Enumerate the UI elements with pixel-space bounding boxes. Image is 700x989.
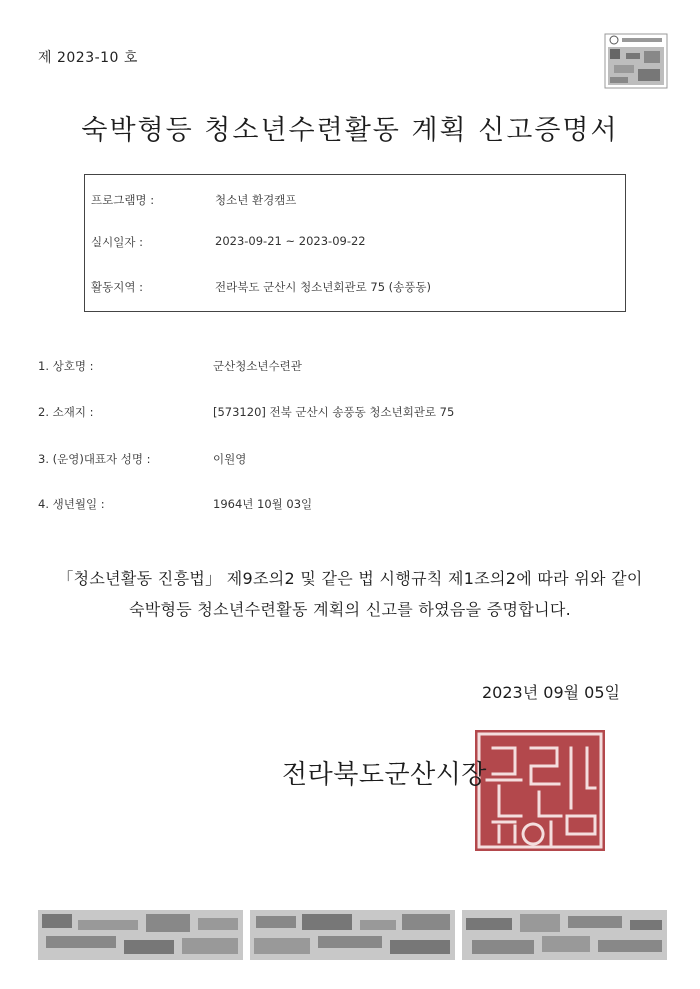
- official-seal: [475, 730, 605, 851]
- issuer-name: 전라북도군산시장: [282, 760, 487, 790]
- program-info-box: [84, 174, 626, 312]
- security-barcode-icon: [604, 33, 668, 89]
- program-name-value: 청소년 환경캠프: [215, 193, 297, 207]
- business-name-label: 1. 상호명 :: [38, 359, 94, 373]
- activity-area-label: 활동지역 :: [91, 280, 143, 294]
- representative-label: 3. (운영)대표자 성명 :: [38, 452, 151, 466]
- program-name-label: 프로그램명 :: [91, 193, 155, 207]
- birthdate-value: 1964년 10월 03일: [213, 497, 313, 511]
- security-barcode-icon: [38, 910, 243, 960]
- birthdate-label: 4. 생년월일 :: [38, 497, 105, 511]
- location-label: 2. 소재지 :: [38, 405, 94, 419]
- seal-glyph-icon: [475, 730, 605, 851]
- activity-area-value: 전라북도 군산시 청소년회관로 75 (송풍동): [215, 280, 431, 294]
- page-title: 숙박형등 청소년수련활동 계획 신고증명서: [81, 115, 619, 146]
- security-barcode-icon: [250, 910, 455, 960]
- certification-text-line2: 숙박형등 청소년수련활동 계획의 신고를 하였음을 증명합니다.: [129, 600, 571, 619]
- document-number: 제 2023-10 호: [38, 50, 138, 66]
- certification-text-line1: 「청소년활동 진흥법」 제9조의2 및 같은 법 시행규칙 제1조의2에 따라 위와 같이: [57, 569, 643, 588]
- activity-date-value: 2023-09-21 ~ 2023-09-22: [215, 234, 366, 248]
- activity-date-label: 실시일자 :: [91, 235, 143, 249]
- business-name-value: 군산청소년수련관: [213, 359, 302, 373]
- representative-value: 이원영: [213, 452, 247, 466]
- location-value: [573120] 전북 군산시 송풍동 청소년회관로 75: [213, 405, 455, 419]
- security-barcode-icon: [462, 910, 667, 960]
- issue-date: 2023년 09월 05일: [482, 683, 620, 702]
